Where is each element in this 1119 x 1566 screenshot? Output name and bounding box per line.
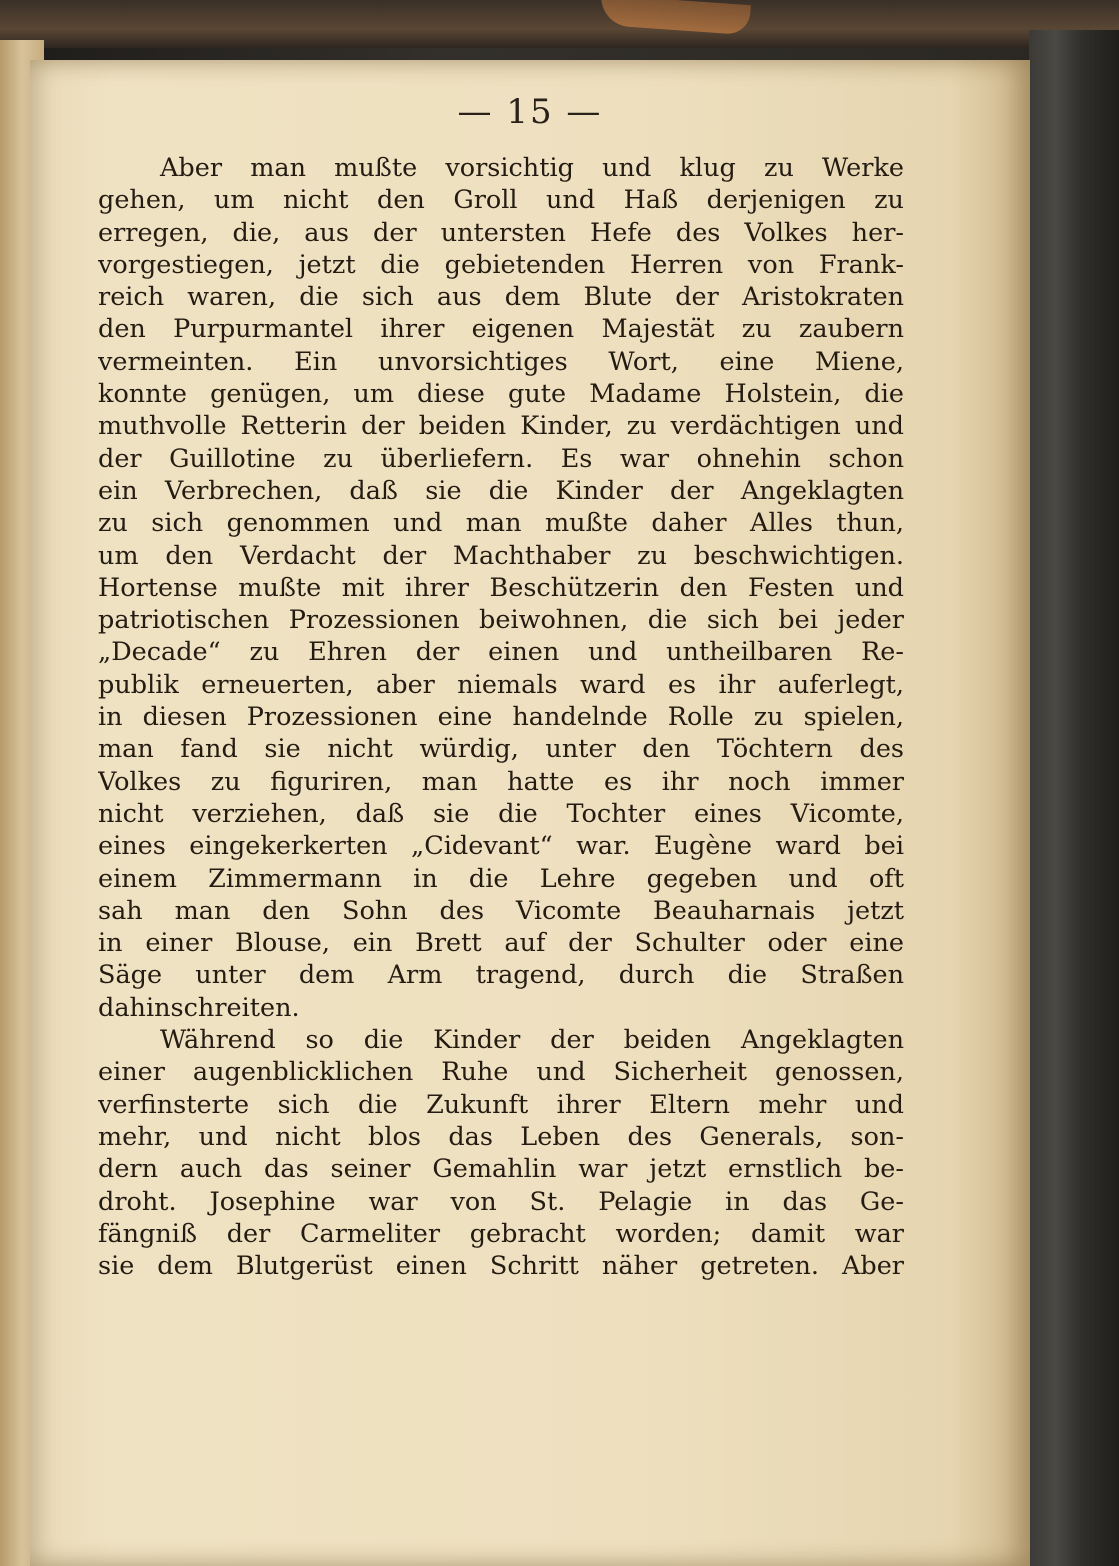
paragraph-2 xyxy=(98,1024,904,1282)
text-line: einer augenblicklichen Ruhe und Sicherheit genossen, xyxy=(98,1057,904,1088)
text-line: der Guillotine zu überliefern. Es war ohnehin schon xyxy=(98,443,904,474)
text-line: in einer Blouse, ein Brett auf der Schulter oder eine xyxy=(98,928,904,959)
text-line: ein Verbrechen, daß sie die Kinder der Angeklagten xyxy=(98,475,904,506)
text-line: um den Verdacht der Machthaber zu beschwichtigen. xyxy=(98,540,904,571)
text-line: vermeinten. Ein unvorsichtiges Wort, eine Miene, xyxy=(98,346,904,377)
text-line: einem Zimmermann in die Lehre gegeben und oft xyxy=(98,863,904,894)
text-line: in diesen Prozessionen eine handelnde Rolle zu spielen, xyxy=(98,702,904,733)
text-line: Hortense mußte mit ihrer Beschützerin den Festen und xyxy=(98,572,904,603)
text-line: dern auch das seiner Gemahlin war jetzt ernstlich be- xyxy=(98,1154,904,1185)
paragraph-1 xyxy=(98,152,904,1024)
book-cover-top-edge xyxy=(0,0,1119,48)
text-line: nicht verziehen, daß sie die Tochter eines Vicomte, xyxy=(98,798,904,829)
text-line: sie dem Blutgerüst einen Schritt näher getreten. Aber xyxy=(98,1251,904,1282)
text-line: Aber man mußte vorsichtig und klug zu Werke xyxy=(160,153,904,183)
text-line: Volkes zu figuriren, man hatte es ihr noch immer xyxy=(98,766,904,797)
text-line: zu sich genommen und man mußte daher Alles thun, xyxy=(98,508,904,539)
text-line: vorgestiegen, jetzt die gebietenden Herren von Frank- xyxy=(98,249,904,280)
page-number: — 15 — xyxy=(457,92,603,132)
text-line: „Decade“ zu Ehren der einen und untheilbaren Re- xyxy=(98,637,904,668)
text-line: gehen, um nicht den Groll und Haß derjenigen zu xyxy=(98,185,904,216)
text-line: patriotischen Prozessionen beiwohnen, die sich bei jeder xyxy=(98,605,904,636)
text-line: publik erneuerten, aber niemals ward es ihr auferlegt, xyxy=(98,669,904,700)
text-line: muthvolle Retterin der beiden Kinder, zu verdächtigen und xyxy=(98,411,904,442)
text-line: konnte genügen, um diese gute Madame Holstein, die xyxy=(98,379,904,410)
text-line: mehr, und nicht blos das Leben des Generals, son- xyxy=(98,1121,904,1152)
book-cover-right-edge xyxy=(1029,30,1119,1566)
page xyxy=(30,60,1030,1566)
text-line: Während so die Kinder der beiden Angeklagten xyxy=(160,1025,904,1056)
text-line: den Purpurmantel ihrer eigenen Majestät zu zaubern xyxy=(98,314,904,345)
text-line: fängniß der Carmeliter gebracht worden; damit war xyxy=(98,1218,904,1249)
text-line: dahinschreiten. xyxy=(98,992,300,1023)
text-line: man fand sie nicht würdig, unter den Töchtern des xyxy=(98,734,904,765)
text-line: droht. Josephine war von St. Pelagie in das Ge- xyxy=(98,1186,904,1217)
text-line: erregen, die, aus der untersten Hefe des Volkes her- xyxy=(98,217,904,248)
body-text xyxy=(98,152,904,1282)
text-line: sah man den Sohn des Vicomte Beauharnais jetzt xyxy=(98,895,904,926)
text-line: eines eingekerkerten „Cidevant“ war. Eugène ward bei xyxy=(98,831,904,862)
text-line: verfinsterte sich die Zukunft ihrer Eltern mehr und xyxy=(98,1089,904,1120)
text-line: Säge unter dem Arm tragend, durch die Straßen xyxy=(98,960,904,991)
text-line: reich waren, die sich aus dem Blute der Aristokraten xyxy=(98,282,904,313)
